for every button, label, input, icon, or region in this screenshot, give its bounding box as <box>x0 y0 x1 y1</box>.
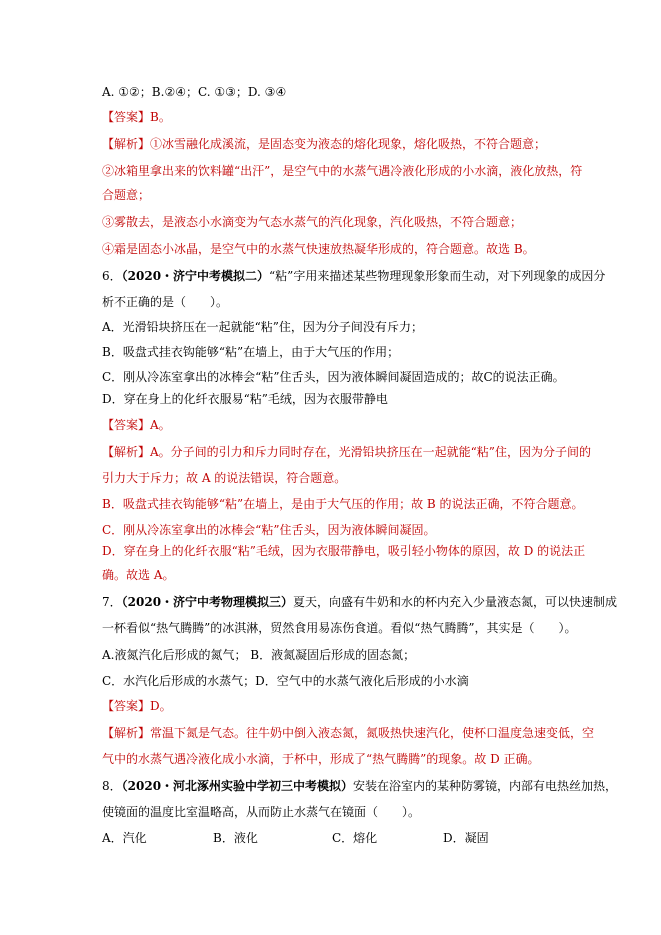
q6-stem <box>102 268 605 284</box>
q6-option-a: A．光滑铅块挤压在一起就能“粘”住，因为分子间没有斥力； <box>102 320 423 334</box>
q6-analysis-line: C．刚从冷冻室拿出的冰棒会“粘”住舌头，因为液体瞬间凝固。 <box>102 523 436 537</box>
q8-number: 8． <box>102 779 122 793</box>
q6-analysis-line: 引力大于斥力；故 A 的说法错误，符合题意。 <box>102 471 347 485</box>
q7-options-cd: C．水汽化后形成的水蒸气；D．空气中的水蒸气液化后形成的小水滴 <box>102 674 469 688</box>
q5-analysis-line: ④霜是固态小冰晶，是空气中的水蒸气快速放热凝华形成的，符合题意。故选 B。 <box>102 242 535 256</box>
q6-analysis-line: 【解析】A。分子间的引力和斥力同时存在，光滑铅块挤压在一起就能“粘”住，因为分子间的 <box>102 445 591 459</box>
q5-answer: 【答案】B。 <box>102 110 171 124</box>
q6-option-d: D．穿在身上的化纤衣服易“粘”毛绒，因为衣服带静电 <box>102 392 388 406</box>
q8-option-c: C．熔化 <box>332 831 378 845</box>
q8-stem-line2: 使镜面的温度比室温略高，从而防止水蒸气在镜面（ ）。 <box>102 805 421 819</box>
q6-analysis-line: B．吸盘式挂衣钩能够“粘”在墙上，是由于大气压的作用；故 B 的说法正确，不符合题意。 <box>102 497 584 511</box>
q6-stem-text: “粘”字用来描述某些物理现象形象而生动，对下列现象的成因分 <box>269 269 606 283</box>
q5-options: A. ①②；B.②④；C. ①③；D. ③④ <box>102 85 287 99</box>
q7-stem <box>102 594 617 610</box>
q7-stem-text: 夏天，向盛有牛奶和水的杯内充入少量液态氮，可以快速制成 <box>293 595 618 609</box>
q6-stem-line2: 析不正确的是（ ）。 <box>102 295 229 309</box>
q8-stem <box>102 778 617 794</box>
q5-analysis-line: 【解析】①冰雪融化成溪流，是固态变为液态的熔化现象，熔化吸热，不符合题意； <box>102 137 547 151</box>
q6-analysis-line: 确。故选 A。 <box>102 568 175 582</box>
q6-source: （2020・济宁中考模拟二） <box>121 269 270 283</box>
q8-stem-text: 安装在浴室内的某种防雾镜，内部有电热丝加热， <box>353 779 618 793</box>
q8-source: （2020・河北涿州实验中学初三中考模拟） <box>121 779 354 793</box>
q7-answer: 【答案】D。 <box>102 699 172 713</box>
q5-analysis-line: ③雾散去，是液态小水滴变为气态水蒸气的汽化现象，汽化吸热，不符合题意； <box>102 215 523 229</box>
q8-option-b: B．液化 <box>213 831 258 845</box>
q7-stem-line2: 一杯看似“热气腾腾”的冰淇淋，贸然食用易冻伤食道。看似“热气腾腾”，其实是（ ）。 <box>102 621 577 635</box>
q8-option-a: A．汽化 <box>102 831 147 845</box>
q6-option-b: B．吸盘式挂衣钩能够“粘”在墙上，由于大气压的作用； <box>102 345 400 359</box>
q6-number: 6． <box>102 269 122 283</box>
q6-answer: 【答案】A。 <box>102 418 171 432</box>
q8-option-d: D．凝固 <box>443 831 489 845</box>
q5-analysis-line: 合题意； <box>102 188 151 202</box>
q7-analysis-line: 气中的水蒸气遇冷液化成小水滴，于杯中，形成了“热气腾腾”的现象。故 D 正确。 <box>102 752 540 766</box>
q7-number: 7． <box>102 595 122 609</box>
q5-analysis-line: ②冰箱里拿出来的饮料罐“出汗”，是空气中的水蒸气遇冷液化形成的小水滴，液化放热，符 <box>102 164 583 178</box>
q6-analysis-line: D．穿在身上的化纤衣服“粘”毛绒，因为衣服带静电，吸引轻小物体的原因，故 D 的说法正 <box>102 544 586 558</box>
q7-options-ab: A.液氮汽化后形成的氮气； B．液氮凝固后形成的固态氮； <box>102 648 416 662</box>
q7-analysis-line: 【解析】常温下氮是气态。往牛奶中倒入液态氮，氮吸热快速汽化，使杯口温度急速变低，空 <box>102 726 595 740</box>
q7-source: （2020・济宁中考物理模拟三） <box>121 595 294 609</box>
q6-option-c: C．刚从冷冻室拿出的冰棒会“粘”住舌头，因为液体瞬间凝固造成的；故C的说法正确。 <box>102 370 565 384</box>
